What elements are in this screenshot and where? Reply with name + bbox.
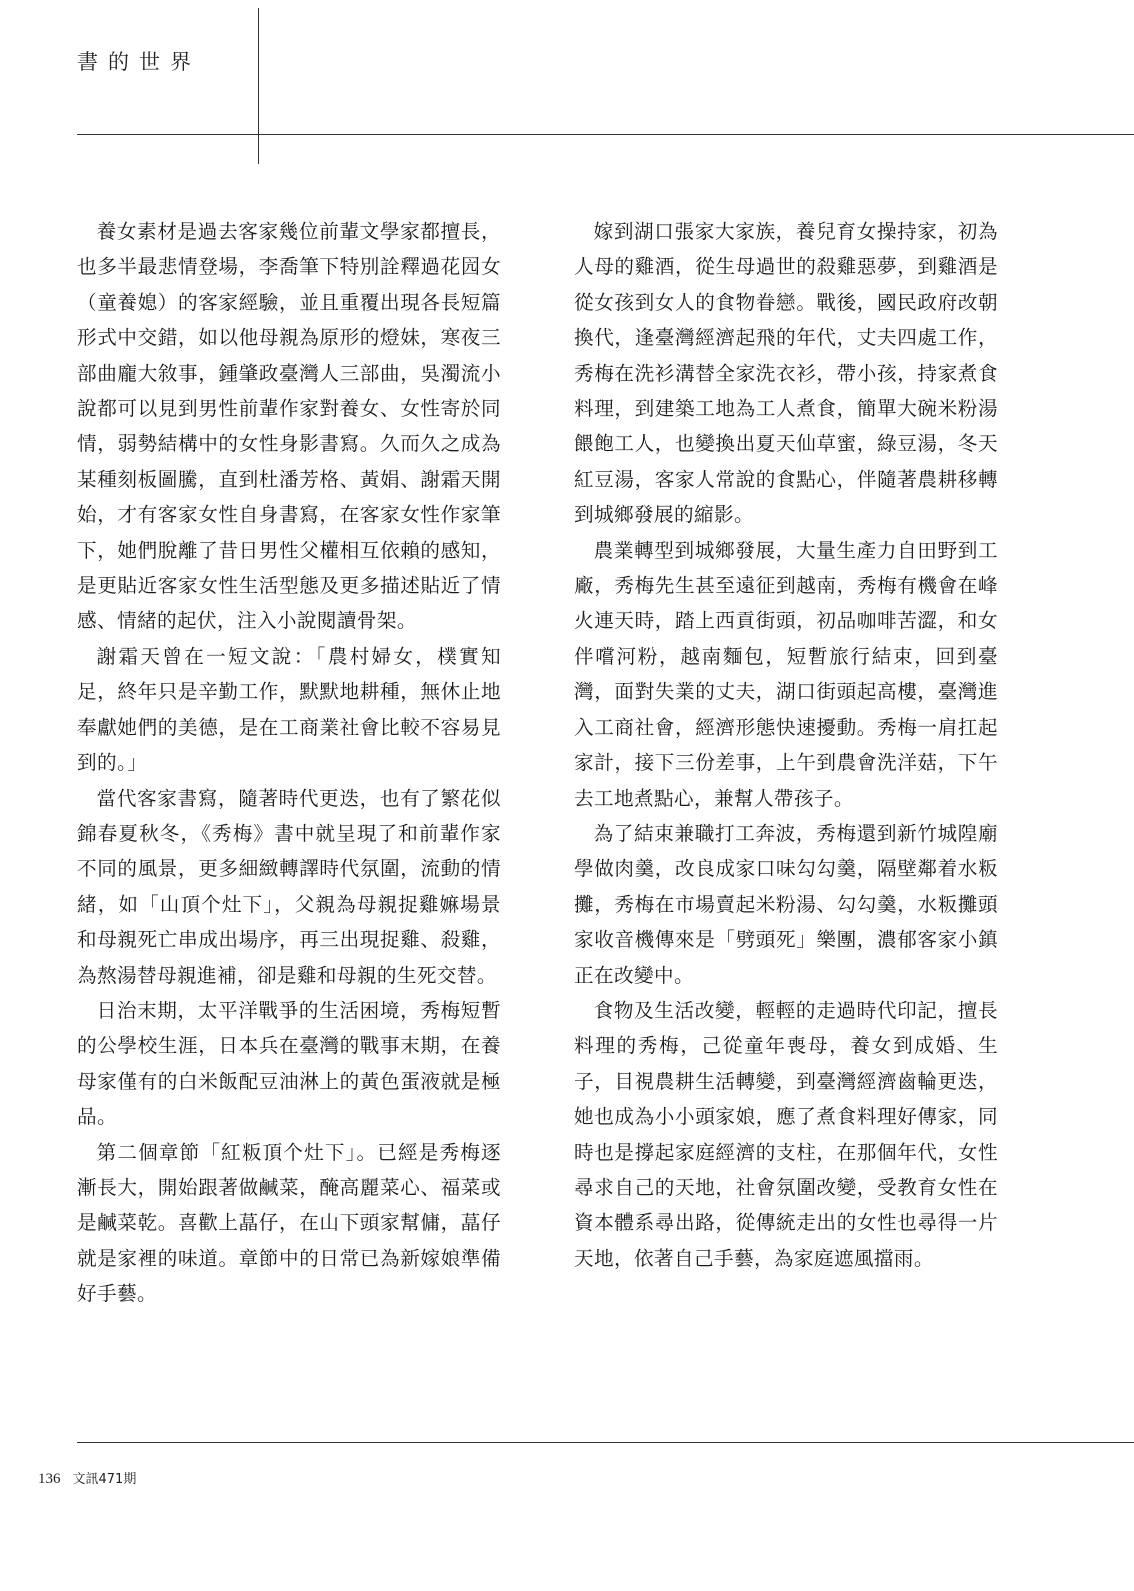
paragraph: 食物及生活改變，輕輕的走過時代印記，擅長料理的秀梅，己從童年喪母，養女到成婚、生子，目視農耕生活轉變，到臺灣經濟齒輪更迭，她也成為小小頭家娘，應了煮食料理好傳家，同時也是撐起家庭經濟的支柱，在那個年代，女性尋求自己的天地，社會氛圍改變，受教育女性在資本體系尋出路，從傳統走出的女性也尋得一片天地，依著自己手藝，為家庭遮風擋雨。 bbox=[574, 998, 998, 1270]
right-column bbox=[574, 214, 998, 1276]
paragraph: 當代客家書寫，隨著時代更迭，也有了繁花似錦春夏秋冬，《秀梅》書中就呈現了和前輩作家不同的風景，更多細緻轉譯時代氛圍，流動的情緒，如「山頂个灶下」，父親為母親捉雞嫲場景和母親死亡串成出場序，再三出現捉雞、殺雞，為熬湯替母親進補，卻是雞和母親的生死交替。 bbox=[77, 786, 501, 987]
paragraph: 農業轉型到城鄉發展，大量生產力自田野到工廠，秀梅先生甚至遠征到越南，秀梅有機會在峰火連天時，踏上西貢街頭，初品咖啡苦澀，和女伴嚐河粉，越南麵包，短暫旅行結束，回到臺灣，面對失業的丈夫，湖口街頭起高樓，臺灣進入工商社會，經濟形態快速擾動。秀梅一肩扛起家計，接下三份差事，上午到農會洗洋菇，下午去工地煮點心，兼幫人帶孩子。 bbox=[574, 538, 998, 810]
magazine-issue: 文訊471期 bbox=[72, 1472, 137, 1487]
paragraph: 日治末期，太平洋戰爭的生活困境，秀梅短暫的公學校生涯，日本兵在臺灣的戰事末期，在養母家僅有的白米飯配豆油淋上的黃色蛋液就是極品。 bbox=[77, 998, 501, 1129]
page-footer bbox=[38, 1468, 136, 1488]
header-horizontal-rule bbox=[77, 134, 1134, 135]
paragraph: 養女素材是過去客家幾位前輩文學家都擅長，也多半最悲情登場，李喬筆下特別詮釋過花囥女（童養媳）的客家經驗，並且重覆出現各長短篇形式中交錯，如以他母親為原形的燈妹，寒夜三部曲龐大敘事，鍾肇政臺灣人三部曲，吳濁流小說都可以見到男性前輩作家對養女、女性寄於同情，弱勢結構中的女性身影書寫。久而久之成為某種刻板圖騰，直到杜潘芳格、黃娟、謝霜天開始，才有客家女性自身書寫，在客家女性作家筆下，她們脫離了昔日男性父權相互依賴的感知，是更貼近客家女性生活型態及更多描述貼近了情感、情緒的起伏，注入小說閱讀骨架。 bbox=[77, 220, 501, 633]
footer-rule bbox=[77, 1442, 1134, 1443]
header-vertical-rule bbox=[258, 8, 259, 164]
paragraph: 嫁到湖口張家大家族，養兒育女操持家，初為人母的雞酒，從生母過世的殺雞惡夢，到雞酒是從女孩到女人的食物眷戀。戰後，國民政府改朝換代，逢臺灣經濟起飛的年代，丈夫四處工作，秀梅在洗衫溝替全家洗衣衫，帶小孩，持家煮食料理，到建築工地為工人煮食，簡單大碗米粉湯餵飽工人，也變換出夏天仙草蜜，綠豆湯，冬天紅豆湯，客家人常說的食點心，伴隨著農耕移轉到城鄉發展的縮影。 bbox=[574, 220, 998, 527]
left-column bbox=[77, 214, 501, 1312]
paragraph: 第二個章節「紅粄頂个灶下」。已經是秀梅逐漸長大，開始跟著做鹹菜，醃高麗菜心、福菜或是鹹菜乾。喜歡上蕌仔，在山下頭家幫傭，蕌仔就是家裡的味道。章節中的日常已為新嫁娘準備好手藝。 bbox=[77, 1140, 501, 1306]
paragraph: 為了結束兼職打工奔波，秀梅還到新竹城隍廟學做肉羹，改良成家口味勾勾羹，隔壁鄰着水粄攤，秀梅在市場賣起米粉湯、勾勾羹，水粄攤頭家收音機傳來是「劈頭死」樂團，濃郁客家小鎮正在改變中。 bbox=[574, 821, 998, 987]
paragraph: 謝霜天曾在一短文說：「農村婦女，樸實知足，終年只是辛勤工作，默默地耕種，無休止地奉獻她們的美德，是在工商業社會比較不容易見到的。」 bbox=[77, 644, 501, 775]
page-number: 136 bbox=[38, 1471, 61, 1487]
section-title: 書的世界 bbox=[77, 50, 201, 74]
